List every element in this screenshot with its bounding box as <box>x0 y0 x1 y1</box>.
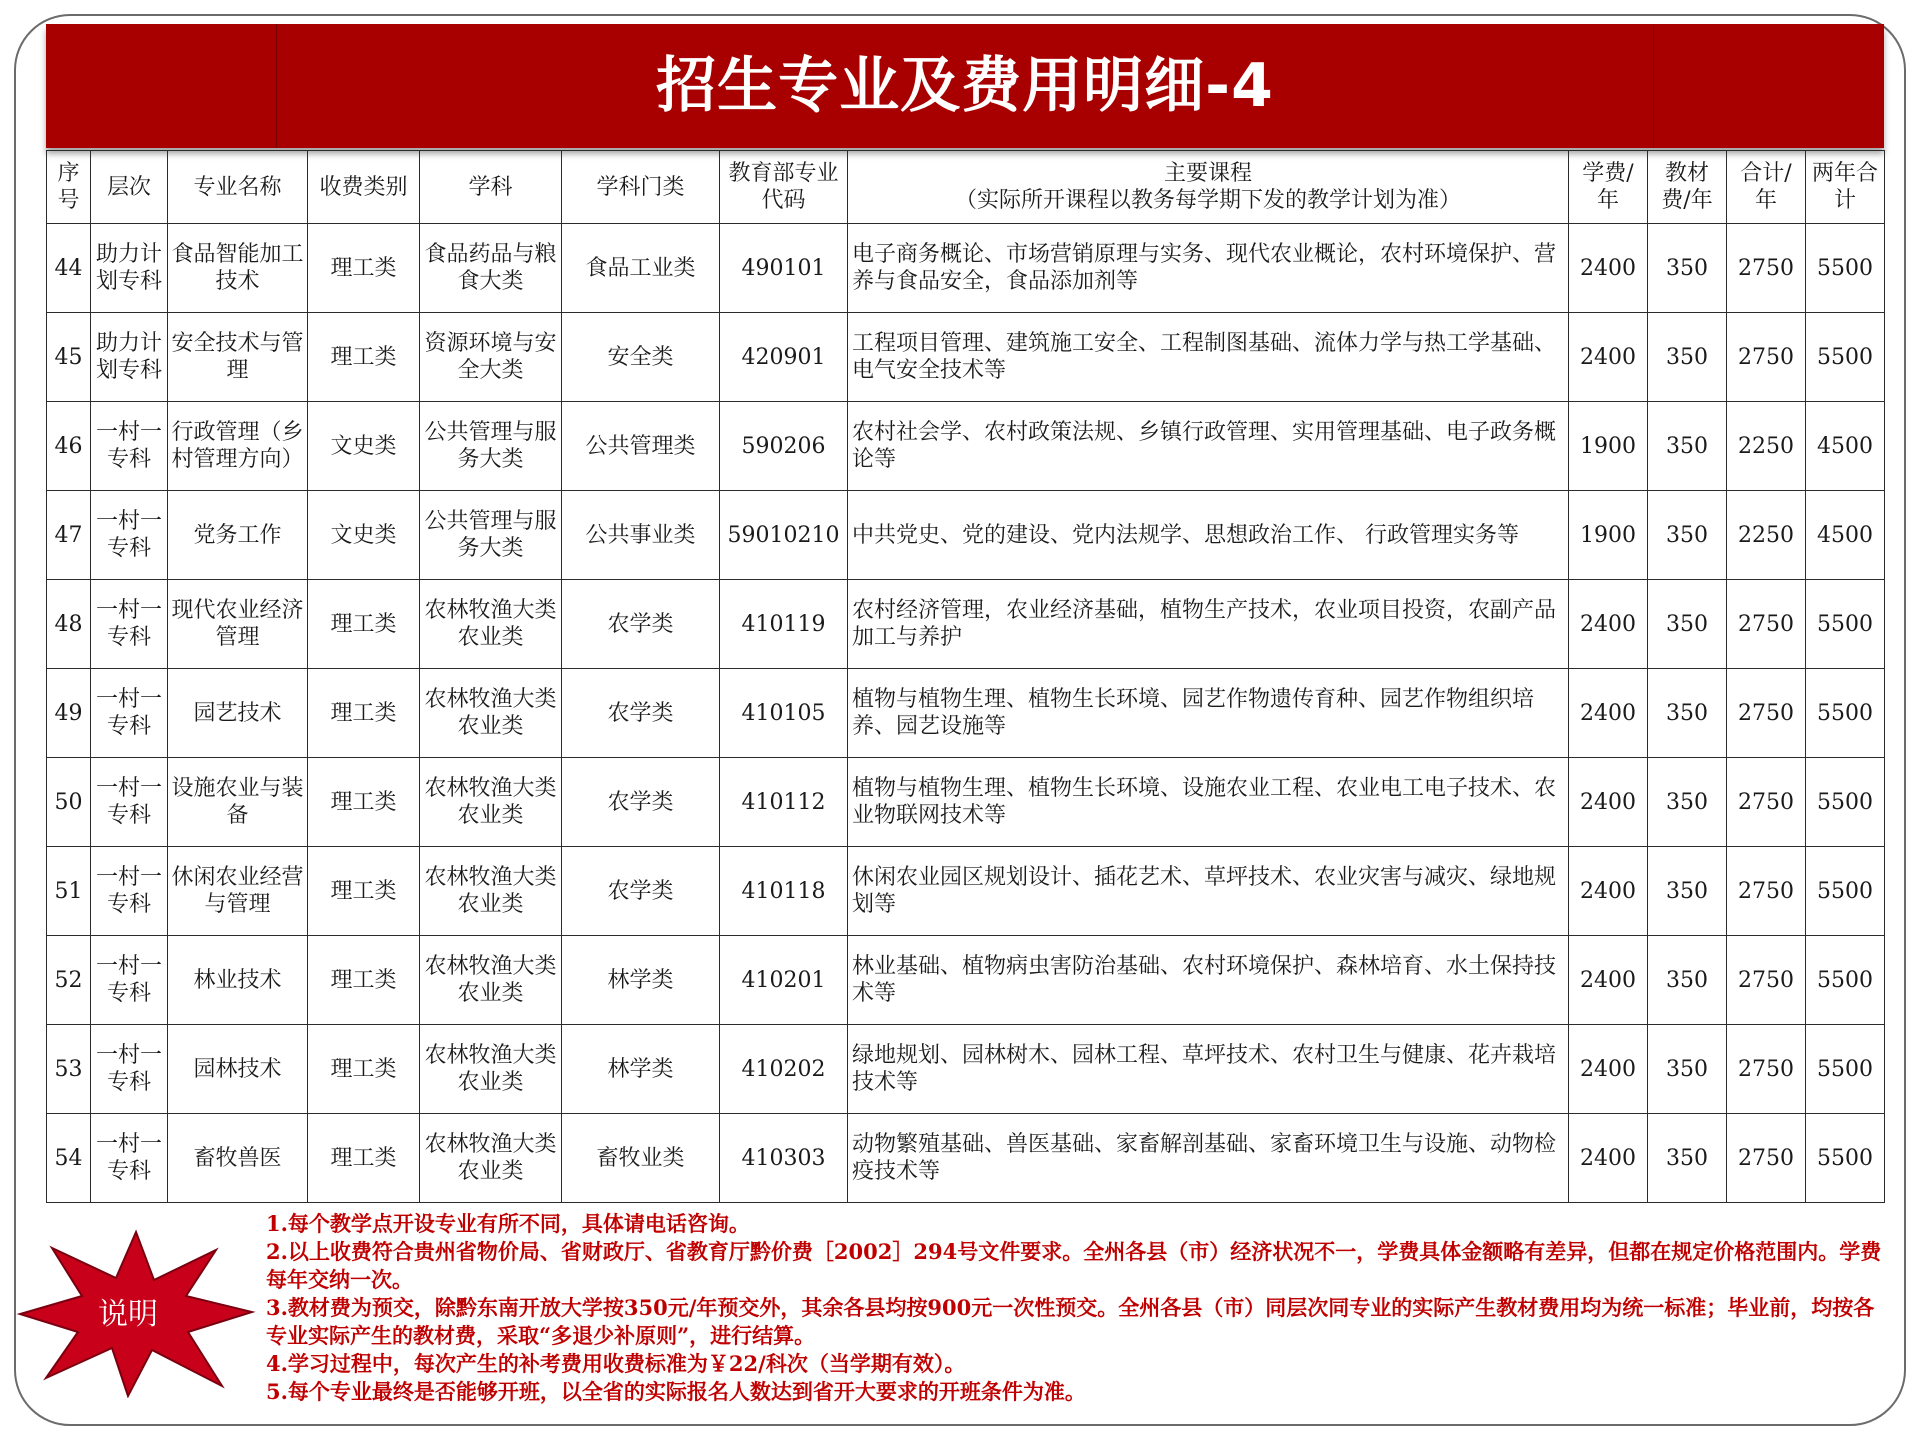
header-discipline: 学科 <box>420 151 562 224</box>
fee-table <box>46 150 1885 1203</box>
cell-code: 410105 <box>720 669 848 758</box>
cell-total: 2750 <box>1727 1114 1806 1203</box>
cell-fee-type: 理工类 <box>308 1025 420 1114</box>
cell-total: 2750 <box>1727 313 1806 402</box>
table-row <box>47 580 1885 669</box>
table-row <box>47 758 1885 847</box>
table-row <box>47 847 1885 936</box>
cell-two-year: 5500 <box>1806 669 1885 758</box>
header-courses <box>848 151 1569 224</box>
cell-fee-type: 文史类 <box>308 491 420 580</box>
header-category: 学科门类 <box>562 151 720 224</box>
cell-fee-type: 理工类 <box>308 669 420 758</box>
cell-two-year: 5500 <box>1806 758 1885 847</box>
cell-code: 420901 <box>720 313 848 402</box>
cell-level: 一村一专科 <box>91 402 168 491</box>
header-two-year: 两年合计 <box>1806 151 1885 224</box>
cell-textbook: 350 <box>1648 936 1727 1025</box>
cell-tuition: 2400 <box>1569 936 1648 1025</box>
cell-major: 园艺技术 <box>168 669 308 758</box>
cell-fee-type: 理工类 <box>308 1114 420 1203</box>
cell-seq: 48 <box>47 580 91 669</box>
table-row <box>47 402 1885 491</box>
table-row <box>47 669 1885 758</box>
cell-category: 林学类 <box>562 1025 720 1114</box>
note-item: 2.以上收费符合贵州省物价局、省财政厅、省教育厅黔价费［2002］294号文件要求。全州各县（市）经济状况不一，学费具体金额略有差异，但都在规定价格范围内。学费每年交纳一次。 <box>266 1239 1882 1292</box>
notes-burst <box>16 1228 256 1398</box>
cell-seq: 53 <box>47 1025 91 1114</box>
note-item: 3.教材费为预交，除黔东南开放大学按350元/年预交外，其余各县均按900元一次性预交。全州各县（市）同层次同专业的实际产生教材费用均为统一标准；毕业前，均按各专业实际产生的教材费，采取“多退少补原则”，进行结算。 <box>266 1295 1875 1348</box>
cell-discipline: 农林牧渔大类农业类 <box>420 1114 562 1203</box>
cell-category: 公共事业类 <box>562 491 720 580</box>
cell-discipline: 公共管理与服务大类 <box>420 402 562 491</box>
cell-seq: 49 <box>47 669 91 758</box>
cell-seq: 52 <box>47 936 91 1025</box>
cell-discipline: 资源环境与安全大类 <box>420 313 562 402</box>
cell-fee-type: 理工类 <box>308 758 420 847</box>
cell-two-year: 5500 <box>1806 313 1885 402</box>
cell-major: 林业技术 <box>168 936 308 1025</box>
cell-seq: 47 <box>47 491 91 580</box>
cell-discipline: 农林牧渔大类农业类 <box>420 847 562 936</box>
header-courses-title: 主要课程 <box>1163 161 1252 186</box>
cell-fee-type: 理工类 <box>308 313 420 402</box>
page-title: 招生专业及费用明细-4 <box>656 51 1274 121</box>
cell-discipline: 食品药品与粮食大类 <box>420 224 562 313</box>
table-row <box>47 491 1885 580</box>
cell-textbook: 350 <box>1648 669 1727 758</box>
cell-total: 2250 <box>1727 491 1806 580</box>
header-fee-type: 收费类别 <box>308 151 420 224</box>
cell-total: 2750 <box>1727 758 1806 847</box>
cell-total: 2750 <box>1727 847 1806 936</box>
cell-textbook: 350 <box>1648 847 1727 936</box>
cell-seq: 50 <box>47 758 91 847</box>
cell-code: 410119 <box>720 580 848 669</box>
cell-tuition: 2400 <box>1569 1025 1648 1114</box>
cell-discipline: 农林牧渔大类农业类 <box>420 669 562 758</box>
cell-major: 安全技术与管理 <box>168 313 308 402</box>
cell-level: 一村一专科 <box>91 491 168 580</box>
note-item: 4.学习过程中，每次产生的补考费用收费标准为￥22/科次（当学期有效）。 <box>266 1351 966 1376</box>
notes-label: 说明 <box>98 1297 158 1332</box>
cell-category: 公共管理类 <box>562 402 720 491</box>
cell-level: 一村一专科 <box>91 1025 168 1114</box>
cell-two-year: 5500 <box>1806 580 1885 669</box>
cell-category: 农学类 <box>562 669 720 758</box>
cell-category: 农学类 <box>562 758 720 847</box>
cell-fee-type: 文史类 <box>308 402 420 491</box>
cell-category: 农学类 <box>562 847 720 936</box>
cell-seq: 45 <box>47 313 91 402</box>
cell-discipline: 农林牧渔大类农业类 <box>420 580 562 669</box>
header-textbook: 教材费/年 <box>1648 151 1727 224</box>
cell-seq: 51 <box>47 847 91 936</box>
cell-code: 410112 <box>720 758 848 847</box>
cell-total: 2750 <box>1727 580 1806 669</box>
cell-textbook: 350 <box>1648 1114 1727 1203</box>
cell-code: 410118 <box>720 847 848 936</box>
cell-two-year: 5500 <box>1806 224 1885 313</box>
cell-seq: 46 <box>47 402 91 491</box>
cell-discipline: 公共管理与服务大类 <box>420 491 562 580</box>
header-row <box>47 151 1885 224</box>
cell-total: 2750 <box>1727 1025 1806 1114</box>
cell-level: 一村一专科 <box>91 936 168 1025</box>
cell-major: 党务工作 <box>168 491 308 580</box>
cell-fee-type: 理工类 <box>308 936 420 1025</box>
cell-total: 2750 <box>1727 224 1806 313</box>
cell-tuition: 2400 <box>1569 758 1648 847</box>
note-item: 5.每个专业最终是否能够开班，以全省的实际报名人数达到省开大要求的开班条件为准。 <box>266 1379 1086 1404</box>
cell-code: 590206 <box>720 402 848 491</box>
cell-level: 一村一专科 <box>91 758 168 847</box>
cell-major: 畜牧兽医 <box>168 1114 308 1203</box>
table-row <box>47 936 1885 1025</box>
cell-code: 410201 <box>720 936 848 1025</box>
header-total: 合计/年 <box>1727 151 1806 224</box>
cell-level: 一村一专科 <box>91 1114 168 1203</box>
cell-major: 现代农业经济管理 <box>168 580 308 669</box>
cell-major: 设施农业与装备 <box>168 758 308 847</box>
cell-major: 园林技术 <box>168 1025 308 1114</box>
cell-two-year: 4500 <box>1806 491 1885 580</box>
header-courses-note: （实际所开课程以教务每学期下发的教学计划为准） <box>954 188 1461 213</box>
cell-textbook: 350 <box>1648 1025 1727 1114</box>
cell-major: 行政管理（乡村管理方向） <box>168 402 308 491</box>
cell-courses: 工程项目管理、建筑施工安全、工程制图基础、流体力学与热工学基础、电气安全技术等 <box>848 313 1569 402</box>
cell-fee-type: 理工类 <box>308 847 420 936</box>
cell-code: 410202 <box>720 1025 848 1114</box>
cell-courses: 植物与植物生理、植物生长环境、设施农业工程、农业电工电子技术、农业物联网技术等 <box>848 758 1569 847</box>
header-code: 教育部专业代码 <box>720 151 848 224</box>
cell-tuition: 1900 <box>1569 491 1648 580</box>
cell-tuition: 2400 <box>1569 669 1648 758</box>
cell-textbook: 350 <box>1648 224 1727 313</box>
cell-courses: 农村经济管理，农业经济基础，植物生产技术，农业项目投资，农副产品加工与养护 <box>848 580 1569 669</box>
cell-total: 2250 <box>1727 402 1806 491</box>
header-tuition: 学费/年 <box>1569 151 1648 224</box>
cell-courses: 电子商务概论、市场营销原理与实务、现代农业概论，农村环境保护、营养与食品安全，食品添加剂等 <box>848 224 1569 313</box>
cell-courses: 中共党史、党的建设、党内法规学、思想政治工作、 行政管理实务等 <box>848 491 1569 580</box>
cell-textbook: 350 <box>1648 580 1727 669</box>
cell-fee-type: 理工类 <box>308 224 420 313</box>
cell-total: 2750 <box>1727 669 1806 758</box>
cell-tuition: 2400 <box>1569 224 1648 313</box>
cell-two-year: 5500 <box>1806 936 1885 1025</box>
cell-tuition: 2400 <box>1569 313 1648 402</box>
cell-two-year: 5500 <box>1806 1114 1885 1203</box>
cell-two-year: 5500 <box>1806 1025 1885 1114</box>
cell-courses: 植物与植物生理、植物生长环境、园艺作物遗传育种、园艺作物组织培养、园艺设施等 <box>848 669 1569 758</box>
cell-level: 一村一专科 <box>91 580 168 669</box>
cell-textbook: 350 <box>1648 402 1727 491</box>
table-row <box>47 313 1885 402</box>
cell-category: 食品工业类 <box>562 224 720 313</box>
cell-category: 畜牧业类 <box>562 1114 720 1203</box>
cell-category: 林学类 <box>562 936 720 1025</box>
cell-courses: 休闲农业园区规划设计、插花艺术、草坪技术、农业灾害与减灾、绿地规划等 <box>848 847 1569 936</box>
cell-two-year: 4500 <box>1806 402 1885 491</box>
cell-tuition: 2400 <box>1569 847 1648 936</box>
cell-two-year: 5500 <box>1806 847 1885 936</box>
cell-discipline: 农林牧渔大类农业类 <box>420 1025 562 1114</box>
cell-textbook: 350 <box>1648 313 1727 402</box>
cell-level: 助力计划专科 <box>91 313 168 402</box>
cell-courses: 动物繁殖基础、兽医基础、家畜解剖基础、家畜环境卫生与设施、动物检疫技术等 <box>848 1114 1569 1203</box>
cell-category: 农学类 <box>562 580 720 669</box>
cell-discipline: 农林牧渔大类农业类 <box>420 758 562 847</box>
table-row <box>47 1114 1885 1203</box>
cell-courses: 绿地规划、园林树木、园林工程、草坪技术、农村卫生与健康、花卉栽培技术等 <box>848 1025 1569 1114</box>
header-level: 层次 <box>91 151 168 224</box>
cell-seq: 44 <box>47 224 91 313</box>
cell-courses: 林业基础、植物病虫害防治基础、农村环境保护、森林培育、水土保持技术等 <box>848 936 1569 1025</box>
title-banner <box>46 24 1884 148</box>
table-row <box>47 1025 1885 1114</box>
cell-courses: 农村社会学、农村政策法规、乡镇行政管理、实用管理基础、电子政务概论等 <box>848 402 1569 491</box>
cell-code: 59010210 <box>720 491 848 580</box>
header-seq: 序号 <box>47 151 91 224</box>
cell-total: 2750 <box>1727 936 1806 1025</box>
cell-code: 410303 <box>720 1114 848 1203</box>
cell-major: 食品智能加工技术 <box>168 224 308 313</box>
table-row <box>47 224 1885 313</box>
cell-major: 休闲农业经营与管理 <box>168 847 308 936</box>
cell-textbook: 350 <box>1648 758 1727 847</box>
cell-discipline: 农林牧渔大类农业类 <box>420 936 562 1025</box>
cell-textbook: 350 <box>1648 491 1727 580</box>
cell-level: 一村一专科 <box>91 669 168 758</box>
cell-level: 一村一专科 <box>91 847 168 936</box>
cell-fee-type: 理工类 <box>308 580 420 669</box>
cell-tuition: 1900 <box>1569 402 1648 491</box>
cell-tuition: 2400 <box>1569 580 1648 669</box>
cell-code: 490101 <box>720 224 848 313</box>
cell-level: 助力计划专科 <box>91 224 168 313</box>
cell-category: 安全类 <box>562 313 720 402</box>
cell-seq: 54 <box>47 1114 91 1203</box>
header-major: 专业名称 <box>168 151 308 224</box>
notes-list <box>266 1210 1886 1406</box>
cell-tuition: 2400 <box>1569 1114 1648 1203</box>
note-item: 1.每个教学点开设专业有所不同，具体请电话咨询。 <box>266 1211 750 1236</box>
